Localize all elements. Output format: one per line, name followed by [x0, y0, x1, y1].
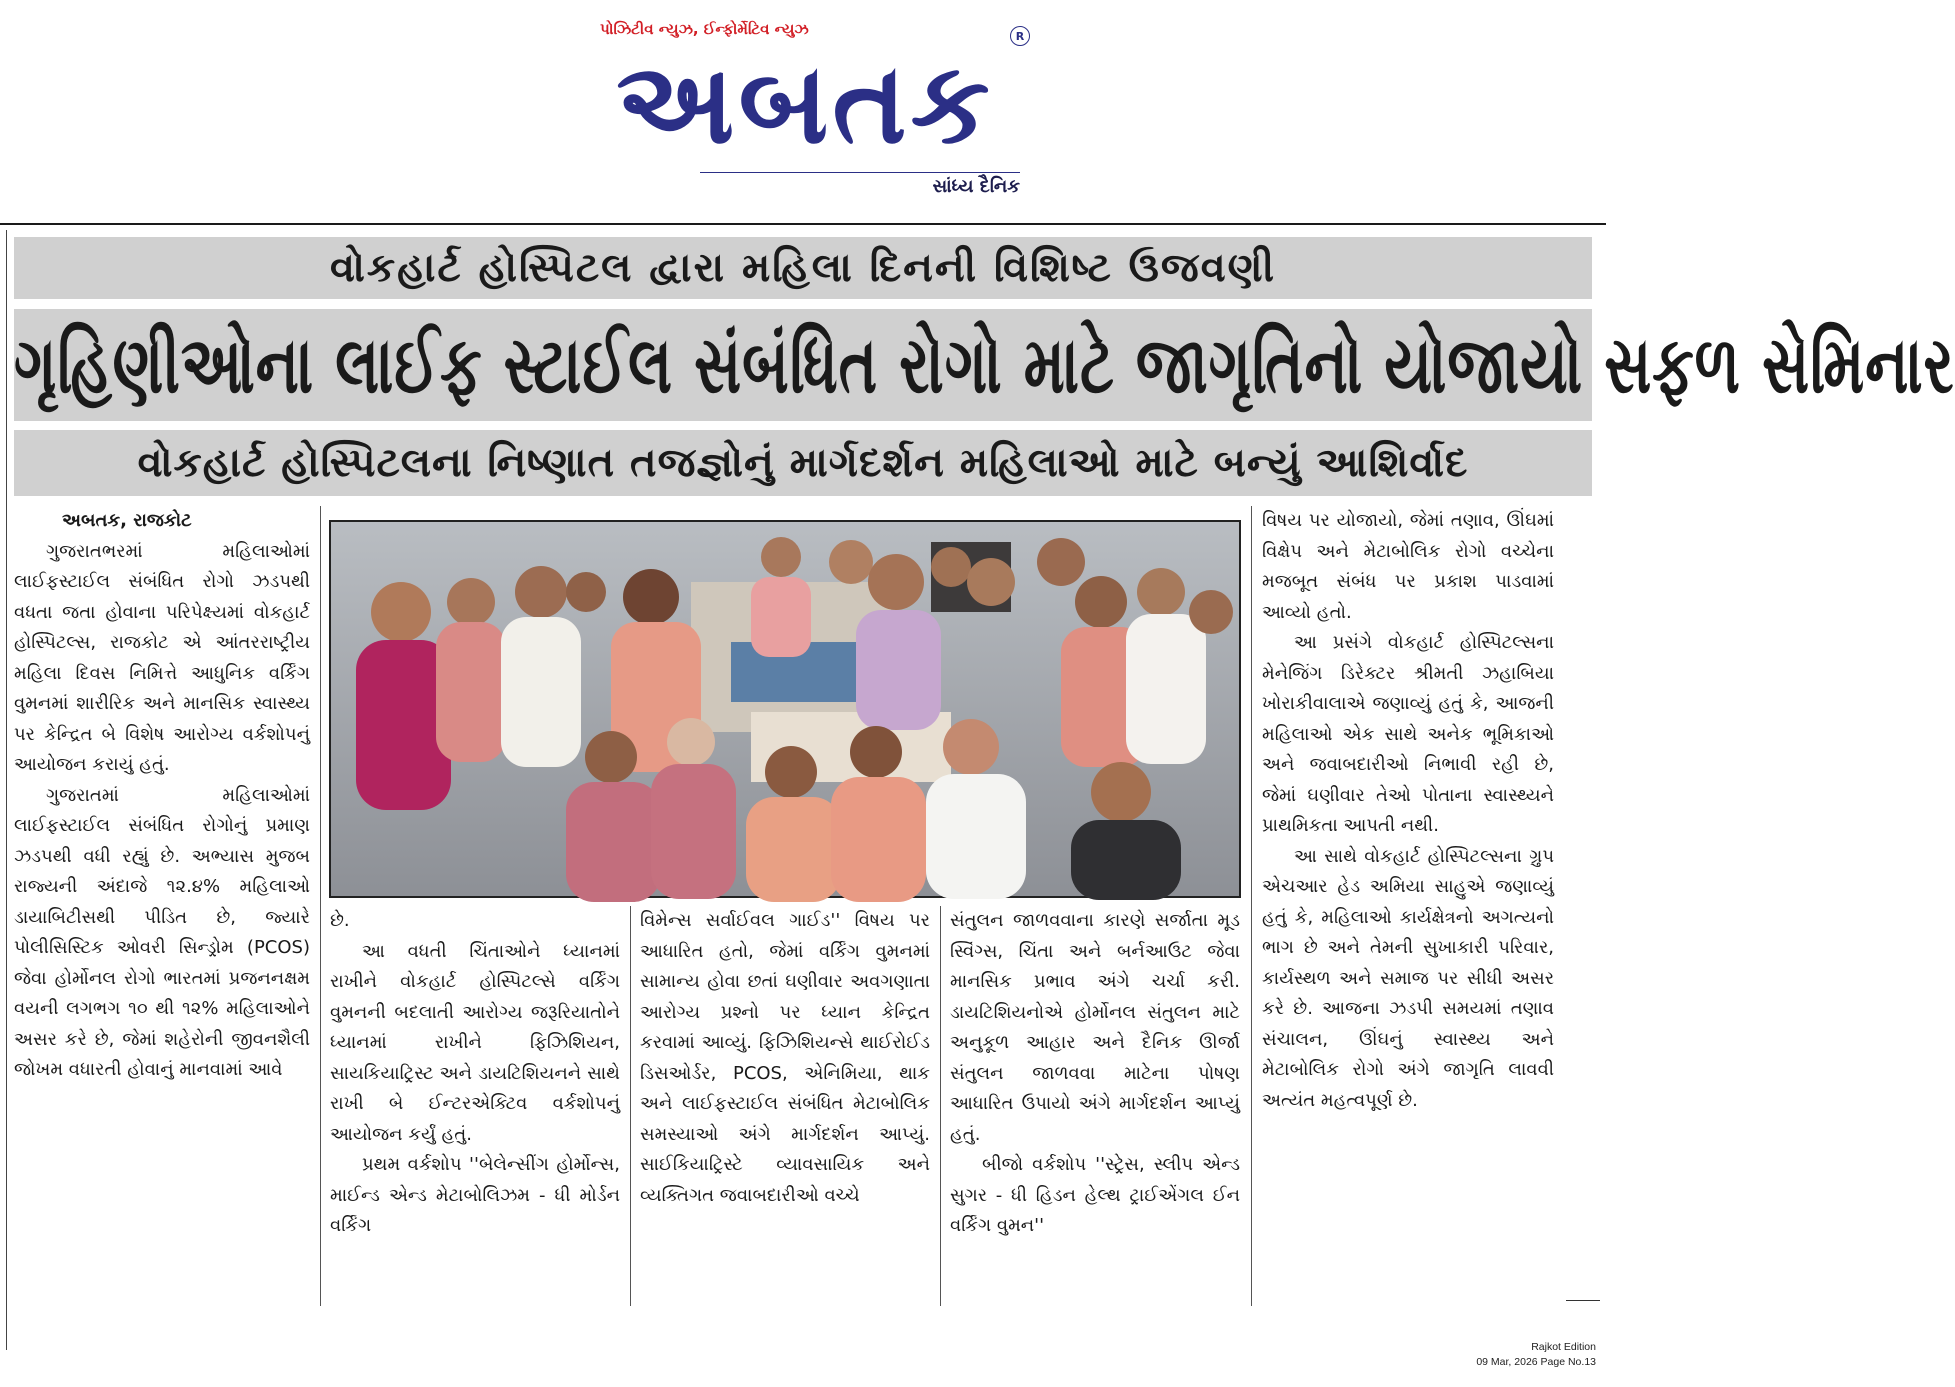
- article-paragraph: ગુજરાતમાં મહિલાઓમાં લાઈફસ્ટાઈલ સંબંધિત રોગોનું પ્રમાણ ઝડપથી વધી રહ્યું છે. અભ્યાસ મુજબ રાજ્યની અંદાજે ૧૨.૪% મહિલાઓ ડાયાબિટીસથી પીડિત છે, જ્યારે પોલીસિસ્ટિક ઓવરી સિન્ડ્રોમ (PCOS) જેવા હોર્મોનલ રોગો ભારતમાં પ્રજનનક્ષમ વયની લગભગ ૧૦ થી ૧૨% મહિલાઓને અસર કરે છે, જેમાં શહેરોની જીવનશૈલી જોખમ વધારતી હોવાનું માનવામાં આવે: [14, 784, 310, 1080]
- headline-main: ગૃહિણીઓના લાઈફ સ્ટાઈલ સંબંધિત રોગો માટે જાગૃતિનો યોજાયો સફળ સેમિનાર: [14, 319, 1955, 411]
- article-column-right: [1262, 506, 1554, 1300]
- article-paragraph: બીજો વર્કશોપ ''સ્ટ્રેસ, સ્લીપ એન્ડ સુગર - ધી હિડન હેલ્થ ટ્રાઈએંગલ ઈન વર્કિંગ વુમન'': [950, 1154, 1240, 1236]
- headline-main-band: [14, 309, 1955, 421]
- newspaper-logo: અબતક: [616, 39, 994, 169]
- article-paragraph: વિમેન્સ સર્વાઈવલ ગાઈડ'' વિષય પર આધારિત હતો, જેમાં વર્કિંગ વુમનમાં સામાન્ય હોવા છતાં ઘણીવાર અવગણાતા આરોગ્ય પ્રશ્નો પર ધ્યાન કેન્દ્રિત કરવામાં આવ્યું. ફિઝિશિયન્સે થાઈરોઈડ ડિસઓર્ડર, PCOS, એનિમિયા, થાક અને લાઈફસ્ટાઈલ સંબંધિત મેટાબોલિક સમસ્યાઓ અંગે માર્ગદર્શન આપ્યું. સાઈકિયાટ્રિસ્ટે વ્યાવસાયિક અને વ્યક્તિગત જવાબદારીઓ વચ્ચે: [640, 910, 930, 1206]
- logo-underline: [700, 172, 1020, 173]
- masthead-tagline: પોઝિટીવ ન્યુઝ, ઈન્ફોર્મેટિવ ન્યુઝ: [600, 20, 809, 38]
- end-mark-rule: [1566, 1300, 1600, 1301]
- headline-kicker: વોકહાર્ટ હોસ્પિટલ દ્વારા મહિલા દિનની વિશિષ્ટ ઉજવણી: [329, 245, 1277, 291]
- group-photo-image: [331, 522, 1239, 896]
- article-column-mid-1: [330, 906, 620, 1304]
- article-dateline: અબતક, રાજકોટ: [62, 510, 192, 531]
- column-divider: [940, 906, 941, 1306]
- edition-date-page: 09 Mar, 2026 Page No.13: [1476, 1356, 1596, 1368]
- article-column-mid-3: [950, 906, 1240, 1304]
- article-column-left: [14, 506, 310, 1300]
- column-divider: [630, 906, 631, 1306]
- headline-deck: વોકહાર્ટ હોસ્પિટલના નિષ્ણાત તજજ્ઞોનું માર્ગદર્શન મહિલાઓ માટે બન્યું આશિર્વાદ: [137, 440, 1469, 486]
- article-column-mid-2: [640, 906, 930, 1304]
- article-paragraph: પ્રથમ વર્કશોપ ''બેલેન્સીંગ હોર્મોન્સ, માઈન્ડ એન્ડ મેટાબોલિઝમ - ધી મોર્ડન વર્કિંગ: [330, 1154, 620, 1236]
- article-top-rule: [0, 223, 1606, 225]
- article-paragraph: આ વધતી ચિંતાઓને ધ્યાનમાં રાખીને વોકહાર્ટ હોસ્પિટલ્સે વર્કિંગ વુમનની બદલાતી આરોગ્ય જરૂરિયાતોને ધ્યાનમાં રાખીને ફિઝિશિયન, સાયકિયાટ્રિસ્ટ અને ડાયટિશિયનને સાથે રાખી બે ઈન્ટરએક્ટિવ વર્કશોપનું આયોજન કર્યું હતું.: [330, 940, 620, 1145]
- edition-name: Rajkot Edition: [1531, 1341, 1596, 1353]
- article-paragraph: છે.: [330, 910, 350, 931]
- article-paragraph: વિષય પર યોજાયો, જેમાં તણાવ, ઊંઘમાં વિક્ષેપ અને મેટાબોલિક રોગો વચ્ચેના મજબૂત સંબંધ પર પ્રકાશ પાડવામાં આવ્યો હતો.: [1262, 510, 1554, 623]
- group-photo: [329, 520, 1241, 898]
- registered-mark: R: [1010, 26, 1030, 46]
- article-paragraph: ગુજરાતભરમાં મહિલાઓમાં લાઈફસ્ટાઈલ સંબંધિત રોગો ઝડપથી વધતા જતા હોવાના પરિપેક્ષ્યમાં વોકહાર્ટ હોસ્પિટલ્સ, રાજકોટ એ આંતરરાષ્ટ્રીય મહિલા દિવસ નિમિત્તે આધુનિક વર્કિંગ વુમનમાં શારીરિક અને માનસિક સ્વાસ્થ્ય પર કેન્દ્રિત બે વિશેષ આરોગ્ય વર્કશોપનું આયોજન કરાયું હતું.: [14, 540, 310, 775]
- article-left-rule: [6, 230, 7, 1350]
- edition-info: [1400, 1340, 1596, 1370]
- headline-deck-band: [14, 430, 1592, 496]
- column-divider: [1251, 506, 1252, 1306]
- article-paragraph: સંતુલન જાળવવાના કારણે સર્જાતા મૂડ સ્વિંગ્સ, ચિંતા અને બર્નઆઉટ જેવા માનસિક પ્રભાવ અંગે ચર્ચા કરી. ડાયટિશિયનોએ હોર્મોનલ સંતુલન માટે અનુકૂળ આહાર અને દૈનિક ઊર્જા સંતુલન જાળવવા માટેના પોષણ આધારિત ઉપાયો અંગે માર્ગદર્શન આપ્યું હતું.: [950, 910, 1240, 1145]
- masthead-subtitle: સાંધ્ય દૈનિક: [932, 176, 1020, 197]
- column-divider: [320, 506, 321, 1306]
- article-paragraph: આ પ્રસંગે વોકહાર્ટ હોસ્પિટલ્સના મેનેજિંગ ડિરેક્ટર શ્રીમતી ઝહાબિયા ખોરાકીવાલાએ જણાવ્યું હતું કે, આજની મહિલાઓ એક સાથે અનેક ભૂમિકાઓ અને જવાબદારીઓ નિભાવી રહી છે, જેમાં ઘણીવાર તેઓ પોતાના સ્વાસ્થ્યને પ્રાથમિકતા આપતી નથી.: [1262, 632, 1554, 836]
- article-paragraph: આ સાથે વોકહાર્ટ હોસ્પિટલ્સના ગ્રુપ એચઆર હેડ અમિયા સાહુએ જણાવ્યું હતું કે, મહિલાઓ કાર્યક્ષેત્રનો અગત્યનો ભાગ છે અને તેમની સુખાકારી પરિવાર, કાર્યસ્થળ અને સમાજ પર સીધી અસર કરે છે. આજના ઝડપી સમયમાં તણાવ સંચાલન, ઊંઘનું સ્વાસ્થ્ય અને મેટાબોલિક રોગો અંગે જાગૃતિ લાવવી અત્યંત મહત્વપૂર્ણ છે.: [1262, 845, 1554, 1111]
